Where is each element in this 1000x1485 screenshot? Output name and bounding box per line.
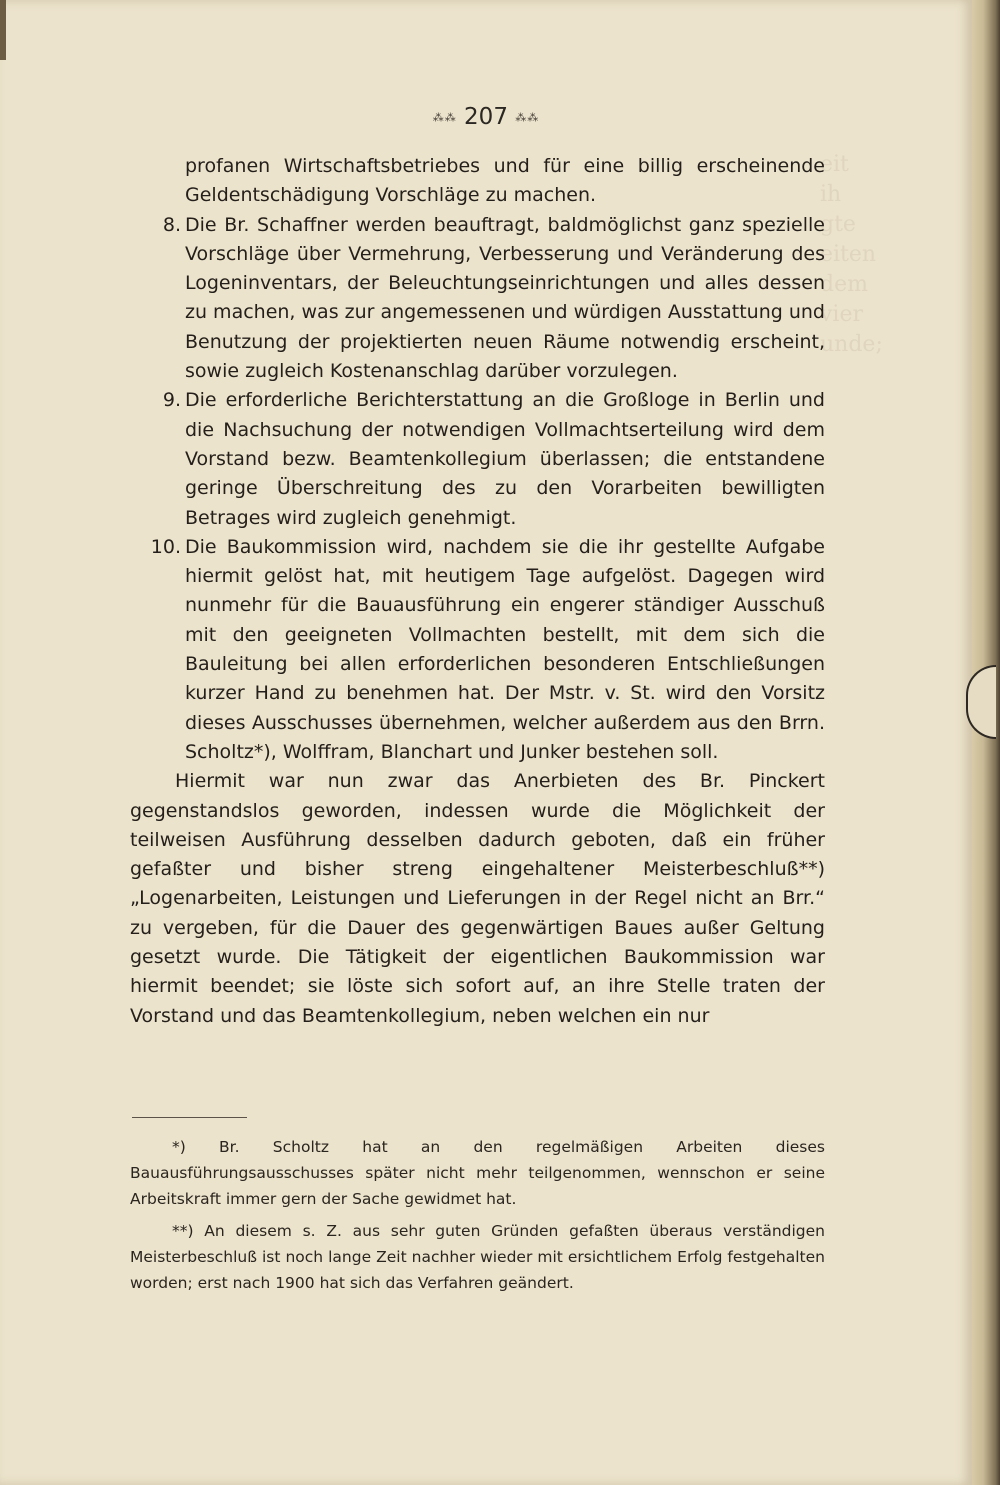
header-ornament-left: ⁂⁂ <box>432 111 457 124</box>
list-item-8 <box>130 211 825 387</box>
list-number: 9. <box>162 389 181 412</box>
list-number: 10. <box>150 535 181 558</box>
page-header <box>0 104 972 130</box>
page-edge-shadow <box>972 0 1000 1485</box>
list-item-text: Die Baukommission wird, nachdem sie die ihr gestellte Aufgabe hiermit gelöst hat, mit heutigem Tage aufgelöst. Dagegen wird nunmehr für die Bauausführung ein engerer ständiger Ausschuß mit den geeigneten Vollmachten bestellt, mit dem sich die Bauleitung bei allen erforderlichen besonderen Entschließungen kurzer Hand zu benehmen hat. Der Mstr. v. St. wird den Vorsitz dieses Ausschusses übernehmen, welcher außerdem aus den Brrn. Scholtz*), Wolffram, Blanchart und Junker bestehen soll. <box>185 535 825 763</box>
list-item-10 <box>130 533 825 767</box>
list-item-text: Die erforderliche Berichterstattung an die Großloge in Berlin und die Nachsuchung der notwendigen Vollmachtserteilung wird dem Vorstand bezw. Beamtenkollegium überlassen; die entstandene geringe Überschreitung des zu den Vorarbeiten bewilligten Betrages wird zugleich genehmigt. <box>185 389 825 529</box>
list-item-9 <box>130 386 825 532</box>
continuation-text: profanen Wirtschaftsbetriebes und für eine billig erscheinende Geldentschädigung Vorschläge zu machen. <box>185 155 825 207</box>
list-item-text: Die Br. Schaffner werden beauftragt, baldmöglichst ganz spezielle Vorschläge über Vermehrung, Verbesserung und Veränderung des Logeninventars, der Beleuchtungseinrichtungen und alles dessen zu machen, was zur angemessenen und würdigen Ausstattung und Benutzung der projektierten neuen Räume notwendig erscheint, sowie zugleich Kostenanschlag darüber vorzulegen. <box>185 213 825 383</box>
page-number: 207 <box>464 104 508 130</box>
body-text <box>130 152 825 1031</box>
header-ornament-right: ⁂⁂ <box>515 111 540 124</box>
list-number: 8. <box>162 213 181 236</box>
show-through-text: eit ih gte eiten dem vier unde; <box>820 152 883 357</box>
footnote-2: **) An diesem s. Z. aus sehr guten Gründen gefaßten überaus verständigen Meisterbeschluß ist noch lange Zeit nachher wieder mit ersichtlichem Erfolg festgehalten worden; erst nach 1900 hat sich das Verfahren geändert. <box>130 1222 825 1292</box>
footnotes <box>130 1134 825 1296</box>
main-paragraph: Hiermit war nun zwar das Anerbieten des Br. Pinckert gegenstandslos geworden, indessen wurde die Möglichkeit der teilweisen Ausführung desselben dadurch geboten, daß ein früher gefaßter und bisher streng eingehaltener Meisterbeschluß**) „Logenarbeiten, Leistungen und Lieferungen in der Regel nicht an Brr.“ zu vergeben, für die Dauer des gegenwärtigen Baues außer Geltung gesetzt wurde. Die Tätigkeit der eigentlichen Baukommission war hiermit beendet; sie löste sich sofort auf, an ihre Stelle traten der Vorstand und das Beamtenkollegium, neben welchen ein nur <box>130 770 825 1027</box>
footnote-1: *) Br. Scholtz hat an den regelmäßigen Arbeiten dieses Bauausführungsausschusses später nicht mehr teilgenommen, wennschon er seine Arbeitskraft immer gern der Sache gewidmet hat. <box>130 1138 825 1208</box>
footnote-rule <box>132 1117 247 1118</box>
binding-shadow <box>0 0 6 60</box>
